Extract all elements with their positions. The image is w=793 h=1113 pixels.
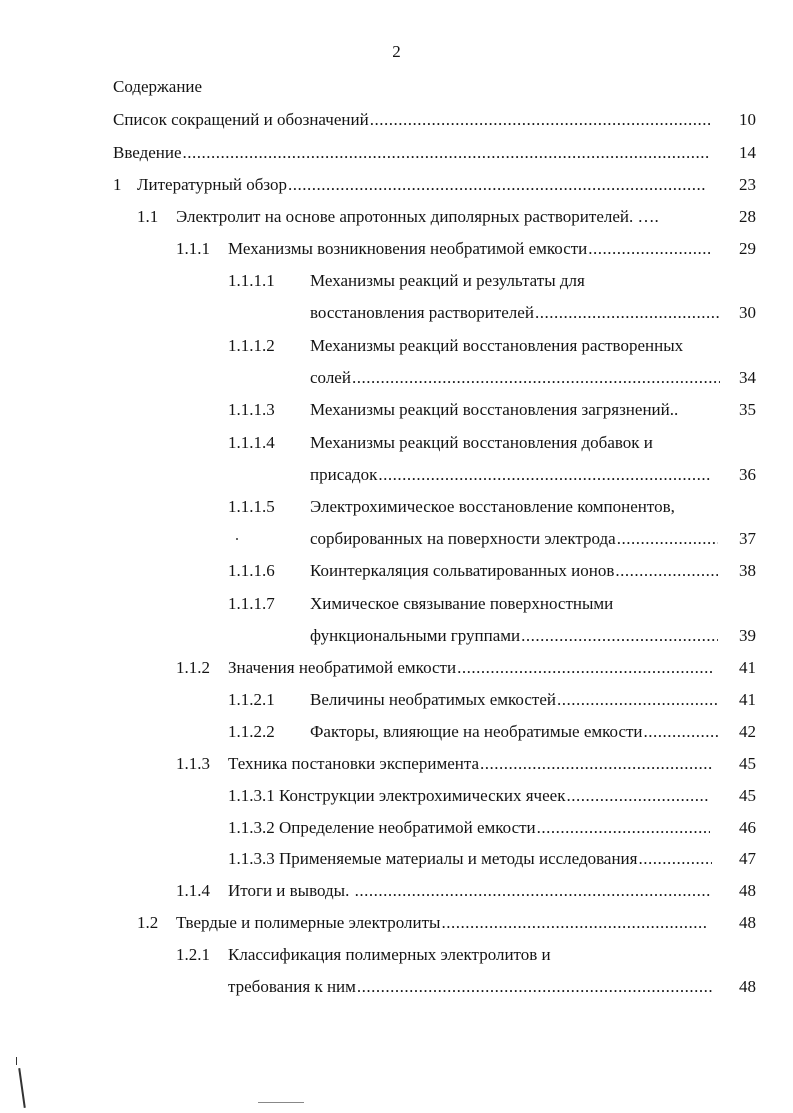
- toc-entry-page: 48: [739, 977, 756, 996]
- toc-entry-text: Величины необратимых емкостей .....: [310, 686, 718, 714]
- toc-entry-page: 45: [739, 754, 756, 773]
- toc-entry-number: 1.1.1.3: [228, 400, 275, 419]
- toc-entry: [0, 782, 793, 810]
- toc-entry: [0, 267, 793, 295]
- toc-entry-number: 1.1.2.1: [228, 690, 275, 709]
- toc-entry-page: 23: [739, 175, 756, 194]
- toc-entry: [0, 461, 793, 489]
- toc-entry-text: Классификация полимерных электролитов и: [228, 945, 551, 964]
- page-number: 2: [392, 42, 401, 61]
- toc-entry: [0, 525, 793, 553]
- toc-entry-text: присадок .....: [310, 461, 710, 489]
- toc-entry: [0, 139, 793, 167]
- toc-entry-text: 1.1.3.2 Определение необратимой емкости .....: [228, 814, 710, 842]
- toc-entry-text: Электрохимическое восстановление компонентов,: [310, 497, 675, 516]
- toc-entry: [0, 718, 793, 746]
- toc-entry: [0, 171, 793, 199]
- toc-entry-text: Факторы, влияющие на необратимые емкости .....: [310, 718, 720, 746]
- toc-entry: [0, 299, 793, 327]
- toc-entry-page: 38: [739, 561, 756, 580]
- toc-entry: [0, 845, 793, 873]
- toc-entry: [0, 364, 793, 392]
- toc-entry-number: 1: [113, 175, 122, 194]
- toc-entry-number: 1.1.1.4: [228, 433, 275, 452]
- toc-entry-page: 47: [739, 849, 756, 868]
- toc-entry-page: 41: [739, 658, 756, 677]
- toc-entry: [0, 750, 793, 778]
- toc-entry-text: восстановления растворителей .....: [310, 299, 720, 327]
- toc-entry-page: 34: [739, 368, 756, 387]
- toc-entry-number: 1.1.2.2: [228, 722, 275, 741]
- toc-entry-text: Механизмы реакций восстановления растворенных: [310, 336, 684, 355]
- toc-entry: [0, 235, 793, 263]
- toc-entry-text: 1.1.3.3 Применяемые материалы и методы исследования .....: [228, 845, 712, 873]
- toc-entry-page: 48: [739, 881, 756, 900]
- toc-entry-number: 1.1.4: [176, 881, 210, 900]
- toc-entry-text: солей .....: [310, 364, 720, 392]
- toc-entry-number: 1.2: [137, 913, 159, 932]
- toc-entry-number: 1.1.1.5: [228, 497, 275, 516]
- scan-speck: [236, 538, 238, 540]
- toc-entry: [0, 941, 793, 969]
- toc-entry-number: 1.2.1: [176, 945, 210, 964]
- toc-entry-number: 1.1.1.6: [228, 561, 275, 580]
- toc-entry-page: 45: [739, 786, 756, 805]
- toc-entry: [0, 877, 793, 905]
- toc-entry-page: 42: [739, 722, 756, 741]
- toc-entry: [0, 590, 793, 618]
- toc-entry-text: 1.1.3.1 Конструкции электрохимических ячеек .....: [228, 782, 710, 810]
- toc-entry-page: 48: [739, 913, 756, 932]
- toc-entry-page: 35: [739, 400, 756, 419]
- toc-entry-number: 1.1.2: [176, 658, 210, 677]
- toc-entry-number: 1.1.1.7: [228, 594, 275, 613]
- scan-speck: [16, 1057, 17, 1065]
- toc-entry-text: функциональными группами .....: [310, 622, 718, 650]
- toc-entry-page: 29: [739, 239, 756, 258]
- toc-entry-page: 10: [739, 110, 756, 129]
- toc-entry: [0, 203, 793, 231]
- toc-entry-page: 37: [739, 529, 756, 548]
- toc-entry: [0, 686, 793, 714]
- toc-entry-text: Итоги и выводы. .....: [228, 877, 712, 905]
- toc-entry: [0, 106, 793, 134]
- toc-title: Содержание: [113, 77, 203, 96]
- toc-entry-text: Литературный обзор .....: [137, 171, 705, 199]
- toc-entry-text: Коинтеркаляция сольватированных ионов .....: [310, 557, 718, 585]
- toc-entry: [0, 622, 793, 650]
- scan-speck: [18, 1068, 26, 1108]
- toc-entry: [0, 429, 793, 457]
- toc-entry: [0, 973, 793, 1001]
- toc-entry-number: 1.1: [137, 207, 159, 226]
- toc-entry-text: Техника постановки эксперимента .....: [228, 750, 712, 778]
- toc-entry-text: Механизмы возникновения необратимой емкости .....: [228, 235, 710, 263]
- toc-entry-text: Введение .....: [113, 139, 710, 167]
- toc-entry-text: Список сокращений и обозначений .....: [113, 106, 710, 134]
- toc-entry-text: Твердые и полимерные электролиты .....: [176, 909, 706, 937]
- toc-entry: [0, 557, 793, 585]
- toc-entry-text: Значения необратимой емкости .....: [228, 654, 712, 682]
- toc-entry: [0, 654, 793, 682]
- toc-entry-number: 1.1.1.1: [228, 271, 275, 290]
- toc-entry: [0, 814, 793, 842]
- toc-entry-number: 1.1.1.2: [228, 336, 275, 355]
- toc-entry-text: Механизмы реакций восстановления загрязнений..: [310, 400, 679, 419]
- toc-entry-page: 28: [739, 207, 756, 226]
- toc-entry: [0, 909, 793, 937]
- toc-entry-text: Механизмы реакций восстановления добавок и: [310, 433, 653, 452]
- toc-entry-number: 1.1.1: [176, 239, 210, 258]
- toc-entry-text: Электролит на основе апротонных диполярных растворителей. ….: [176, 207, 659, 226]
- toc-entry: [0, 396, 793, 424]
- toc-entry-page: 14: [739, 143, 756, 162]
- toc-entry-page: 36: [739, 465, 756, 484]
- toc-entry-text: сорбированных на поверхности электрода .....: [310, 525, 718, 553]
- toc-entry-page: 46: [739, 818, 756, 837]
- scan-speck: [258, 1102, 304, 1103]
- toc-entry-text: требования к ним .....: [228, 973, 712, 1001]
- toc-entry-text: Механизмы реакций и результаты для: [310, 271, 585, 290]
- toc-entry-page: 30: [739, 303, 756, 322]
- toc-entry: [0, 332, 793, 360]
- toc-entry-number: 1.1.3: [176, 754, 210, 773]
- toc-entry-page: 39: [739, 626, 756, 645]
- toc-entry-text: Химическое связывание поверхностными: [310, 594, 614, 613]
- toc-entry: [0, 493, 793, 521]
- toc-entry-page: 41: [739, 690, 756, 709]
